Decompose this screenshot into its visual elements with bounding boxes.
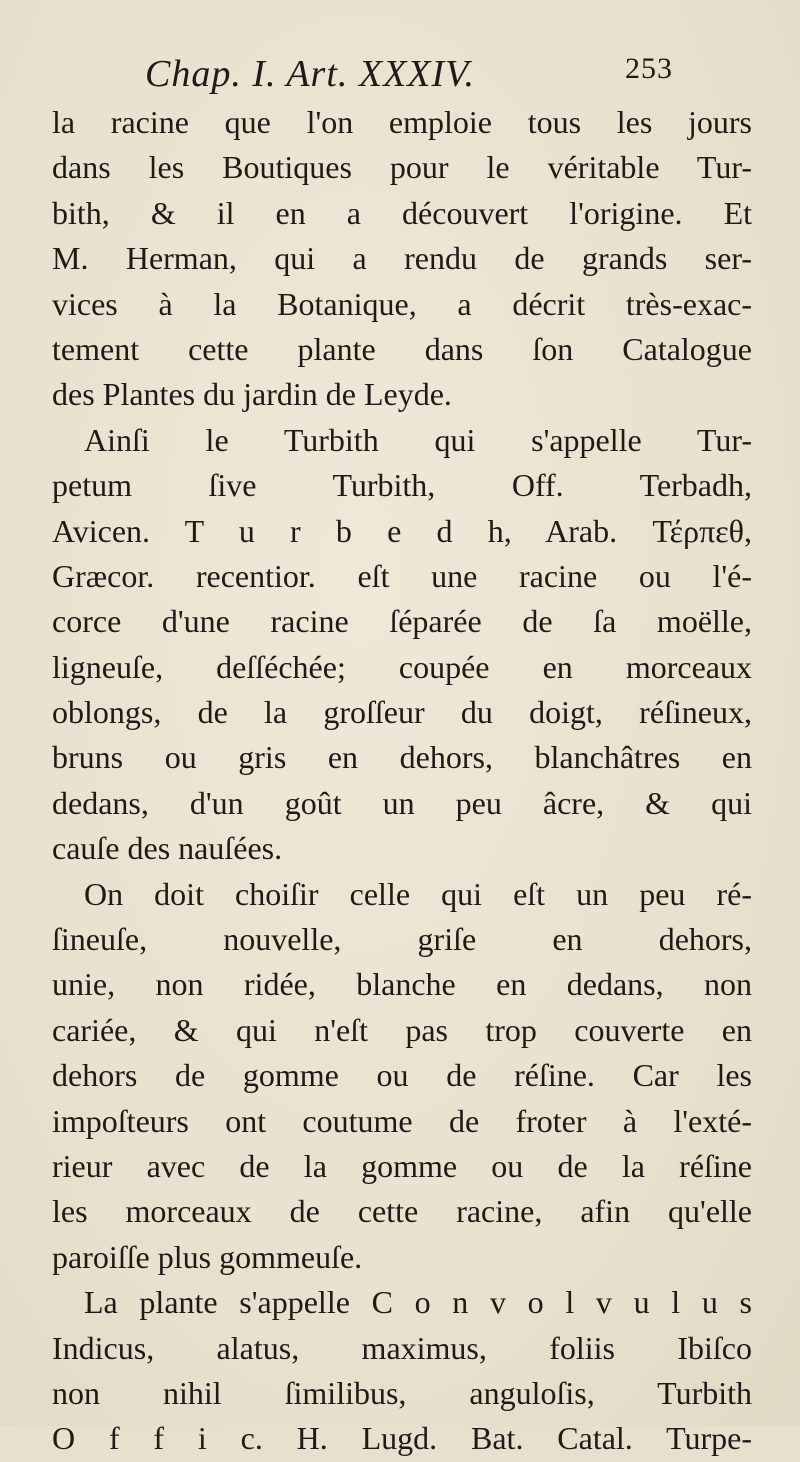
text-line: O f f i c. H. Lugd. Bat. Catal. Turpe-	[52, 1420, 752, 1457]
text-line: des Plantes du jardin de Leyde.	[52, 376, 452, 413]
text-line: petum ſive Turbith, Off. Terbadh,	[52, 467, 752, 504]
text-line: La plante s'appelle C o n v o l v u l u s	[84, 1284, 752, 1321]
text-line: dans les Boutiques pour le véritable Tur-	[52, 149, 752, 186]
text-line: corce d'une racine ſéparée de ſa moëlle,	[52, 603, 752, 640]
text-line: Avicen. T u r b e d h, Arab. Τέρπεθ,	[52, 512, 752, 549]
text-line: bruns ou gris en dehors, blanchâtres en	[52, 739, 752, 776]
text-line: non nihil ſimilibus, angulоſis, Turbith	[52, 1374, 752, 1411]
text-line: impoſteurs ont coutume de froter à l'exté-	[52, 1102, 752, 1139]
page-number: 253	[625, 52, 673, 85]
text-line: vices à la Botanique, a décrit très-exac-	[52, 285, 752, 322]
text-line: Græcor. recentior. eſt une racine ou l'é-	[52, 557, 752, 594]
text-line: On doit choiſir celle qui eſt un peu ré-	[84, 875, 752, 912]
text-line: M. Herman, qui a rendu de grands ser-	[52, 240, 752, 277]
text-line: dedans, d'un goût un peu âcre, & qui	[52, 784, 752, 821]
text-line: les morceaux de cette racine, afin qu'elle	[52, 1193, 752, 1230]
text-line: bith, & il en a découvert l'origine. Et	[52, 194, 752, 231]
text-line: Indicus, alatus, maximus, foliis Ibiſco	[52, 1329, 752, 1366]
text-line: cariée, & qui n'eſt pas trop couverte en	[52, 1011, 752, 1048]
text-line: oblongs, de la groſſeur du doigt, réſineux,	[52, 694, 752, 731]
running-title: Chap. I. Art. XXXIV.	[145, 53, 475, 95]
text-line: paroiſſe plus gommeuſe.	[52, 1238, 363, 1275]
running-header	[145, 52, 673, 96]
text-line: rieur avec de la gomme ou de la réſine	[52, 1147, 752, 1184]
text-line: ligneuſe, deſſéchée; coupée en morceaux	[52, 648, 752, 685]
text-line: Ainſi le Turbith qui s'appelle Tur-	[84, 421, 752, 458]
text-line: dehors de gomme ou de réſine. Car les	[52, 1057, 752, 1094]
text-line: cauſe des nauſées.	[52, 830, 283, 867]
text-line: unie, non ridée, blanche en dedans, non	[52, 966, 752, 1003]
text-line: la racine que l'on emploie tous les jours	[52, 104, 752, 140]
text-line: tement cette plante dans ſon Catalogue	[52, 330, 752, 367]
text-line: ſineuſe, nouvelle, griſe en dehors,	[52, 921, 752, 958]
body-text	[52, 100, 752, 1462]
